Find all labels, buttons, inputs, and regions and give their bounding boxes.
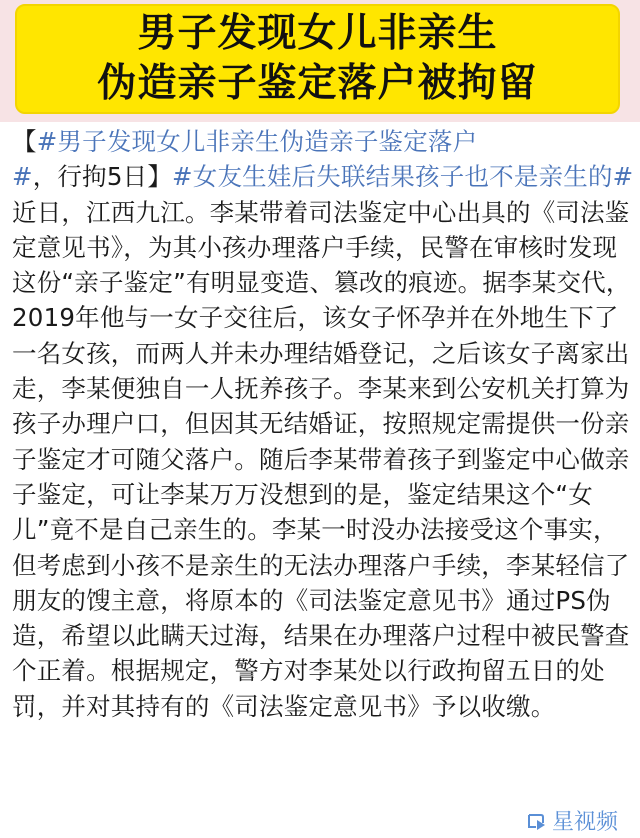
- video-play-icon: [526, 810, 548, 832]
- topic-link-2[interactable]: #女友生娃后失联结果孩子也不是亲生的#: [172, 162, 634, 192]
- article-body: 近日，江西九江。李某带着司法鉴定中心出具的《司法鉴定意见书》，为其小孩办理落户手续，民警在审核时发现这份“亲子鉴定”有明显变造、篡改的痕迹。据李某交代，2019年他与一女子交往后，该女子怀孕并在外地生下了一名女孩，而两人并未办理结婚登记，之后该女子离家出走，李某便独自一人抚养孩子。李某来到公安机关打算为孩子办理户口，但因其无结婚证，按照规定需提供一份亲子鉴定才可随父落户。随后李某带着孩子到鉴定中心做亲子鉴定，可让李某万万没想到的是，鉴定结果这个“女儿”竟不是自己亲生的。李某一时没办法接受这个事实，但考虑到小孩不是亲生的无法办理落户手续，李某轻信了朋友的馊主意，将原本的《司法鉴定意见书》通过PS伪造，希望以此瞒天过海，结果在办理落户过程中被民警查个正着。根据规定，警方对李某处以行政拘留五日的处罚，并对其持有的《司法鉴定意见书》予以收缴。: [12, 197, 631, 721]
- topic-link-1[interactable]: #男子发现女儿非亲生伪造亲子鉴定落户#: [12, 127, 478, 192]
- topic-suffix: ，行拘5日】: [32, 162, 173, 192]
- article-text: [12, 124, 636, 724]
- open-bracket: 【: [12, 127, 37, 156]
- header-banner: [0, 0, 640, 122]
- watermark-label: 星视频: [551, 810, 618, 835]
- title-line-1: 男子发现女儿非亲生: [137, 11, 498, 56]
- title-line-2: 伪造亲子鉴定落户被拘留: [97, 61, 538, 106]
- title-box: [15, 4, 620, 114]
- watermark: [522, 805, 618, 836]
